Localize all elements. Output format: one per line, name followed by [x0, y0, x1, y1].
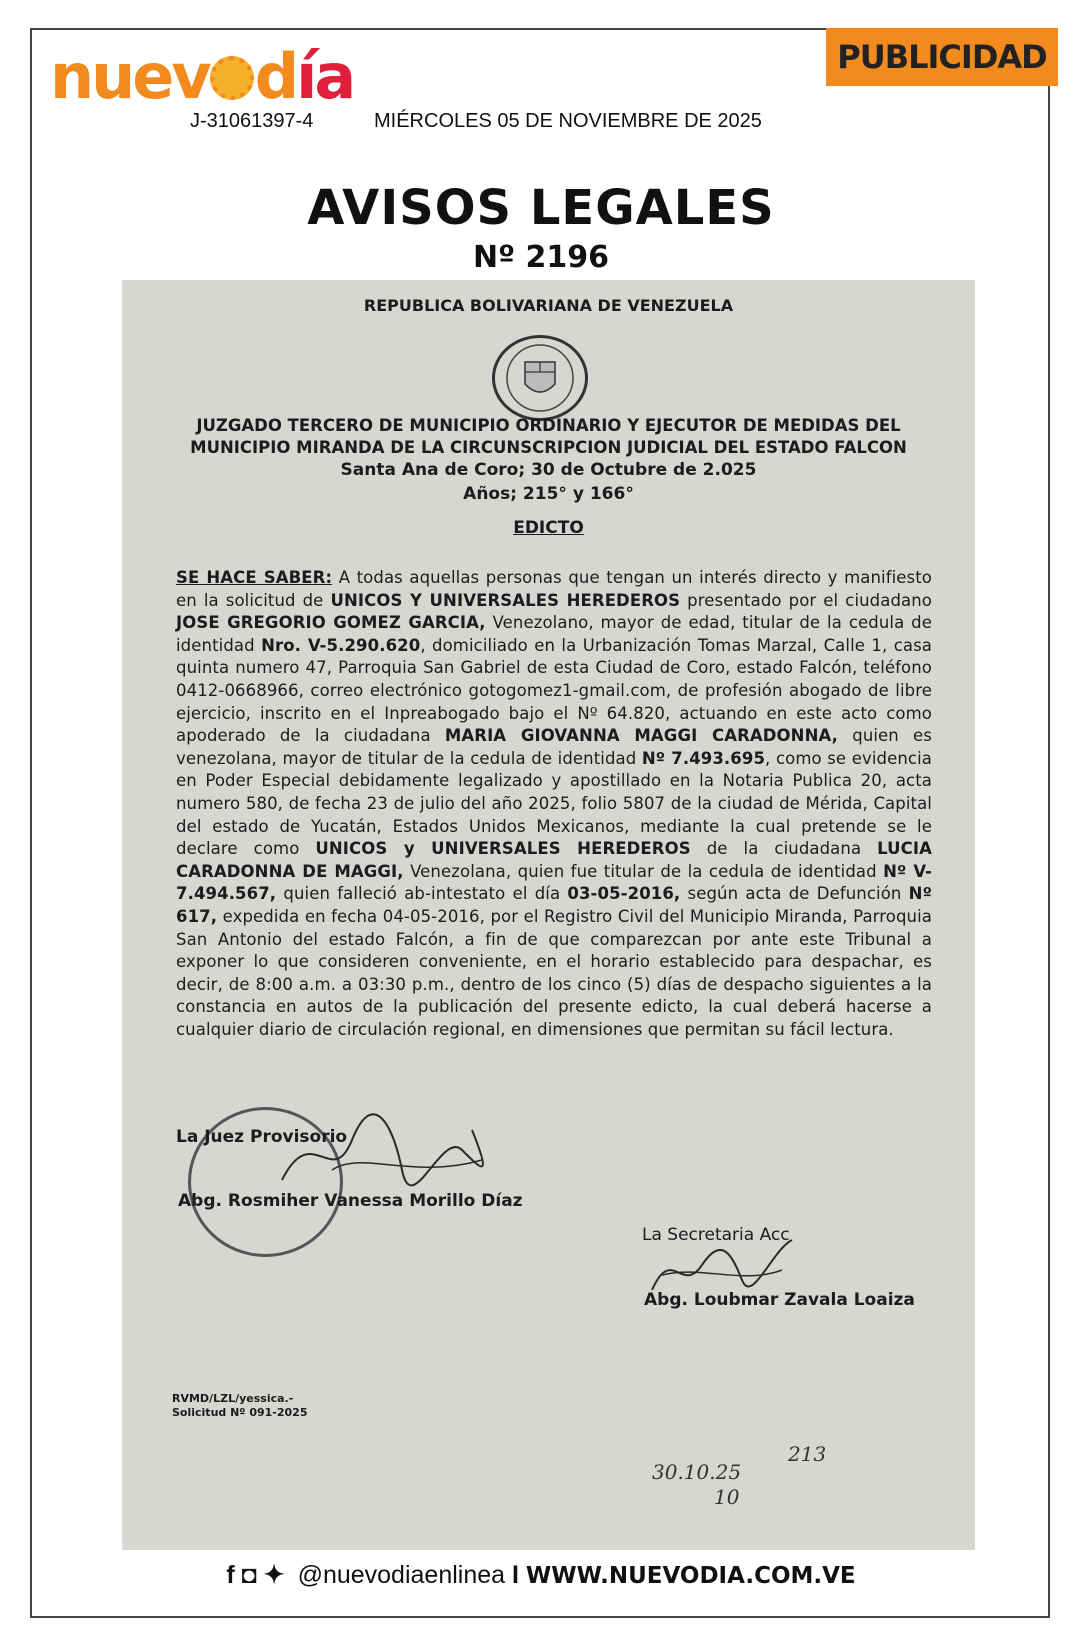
handwritten-number-2: 10	[714, 1485, 740, 1509]
notice-number: Nº 2196	[473, 240, 609, 275]
legal-document	[122, 280, 975, 1550]
website-link[interactable]: WWW.NUEVODIA.COM.VE	[525, 1563, 856, 1589]
years: Años; 215° y 166°	[463, 484, 634, 504]
judge-title: La Juez Provisorio	[176, 1127, 348, 1147]
social-handle[interactable]: @nuevodiaenlinea	[297, 1561, 506, 1589]
coat-of-arms-seal-icon	[492, 335, 588, 421]
handwritten-number: 213	[788, 1442, 827, 1466]
footer-bar	[0, 1560, 1082, 1590]
country-heading: REPUBLICA BOLIVARIANA DE VENEZUELA	[363, 296, 734, 315]
court-name-line1: JUZGADO TERCERO DE MUNICIPIO ORDINARIO Y EJECUTOR DE MEDIDAS DEL	[196, 416, 901, 435]
secretary-title: La Secretaria Acc	[642, 1225, 790, 1245]
judge-name: Abg. Rosmiher Vanessa Morillo Díaz	[178, 1191, 523, 1211]
section-title: AVISOS LEGALES	[307, 180, 775, 236]
nuevodia-logo: nuev día	[50, 40, 354, 113]
social-media-icons: f ◘ ✦	[226, 1561, 285, 1589]
place-date: Santa Ana de Coro; 30 de Octubre de 2.025	[340, 460, 757, 480]
secretary-name: Abg. Loubmar Zavala Loaiza	[644, 1290, 915, 1310]
footer-separator: I	[512, 1561, 519, 1589]
edict-body: SE HACE SABER: A todas aquellas personas que tengan un interés directo y manifiesto en la solicitud de UNICOS Y UNIVERSALES HEREDEROS presentado por el ciudadano JOSE GREGORIO GOMEZ GARCIA, Venezolano, mayor de edad, titular de la cedula de identidad Nro. V-5.290.620, domiciliado en la Urbanización Tomas Marzal, Calle 1, casa quinta numero 47, Parroquia San Gabriel de esta Ciudad de Coro, estado Falcón, teléfono 0412-0668966, correo electrónico gotogomez1-gmail.com, de profesión abogado de libre ejercicio, inscrito en el Inpreabogado bajo el Nº 64.820, actuando en este acto como apoderado de la ciudadana MARIA GIOVANNA MAGGI CARADONNA, quien es venezolana, mayor de titular de la cedula de identidad Nº 7.493.695, como se evidencia en Poder Especial debidamente legalizado y apostillado en la Notaria Publica 20, acta numero 580, de fecha 23 de julio del año 2025, folio 5807 de la ciudad de Mérida, Capital del estado de Yucatán, Estados Unidos Mexicanos, mediante la cual pretende se le declare como UNICOS y UNIVERSALES HEREDEROS de la ciudadana LUCIA CARADONNA DE MAGGI, Venezolana, quien fue titular de la cedula de identidad Nº V-7.494.567, quien falleció ab-intestato el día 03-05-2016, según acta de Defunción Nº 617, expedida en fecha 04-05-2016, por el Registro Civil del Municipio Miranda, Parroquia San Antonio del estado Falcón, a fin de que comparezcan por ante este Tribunal a exponer lo que consideren conveniente, en el horario establecido para despachar, es decir, de 8:00 a.m. a 03:30 p.m., dentro de los cinco (5) días de despacho siguientes a la constancia en autos de la publicación del presente edicto, la cual deberá hacerse a cualquier diario de circulación regional, en dimensiones que permitan su fácil lectura.	[176, 568, 933, 1039]
rif-number: J-31061397-4	[190, 110, 314, 132]
court-name-line2: MUNICIPIO MIRANDA DE LA CIRCUNSCRIPCION JUDICIAL DEL ESTADO FALCON	[190, 438, 907, 457]
handwritten-date: 30.10.25	[652, 1460, 742, 1484]
publication-date: MIÉRCOLES 05 DE NOVIEMBRE DE 2025	[374, 110, 762, 132]
edict-heading: EDICTO	[513, 518, 584, 538]
sun-icon	[210, 56, 254, 100]
reference-codes: RVMD/LZL/yessica.- Solicitud Nº 091-2025	[172, 1392, 308, 1419]
judge-signature	[272, 1110, 502, 1200]
publicidad-badge: PUBLICIDAD	[826, 28, 1058, 86]
